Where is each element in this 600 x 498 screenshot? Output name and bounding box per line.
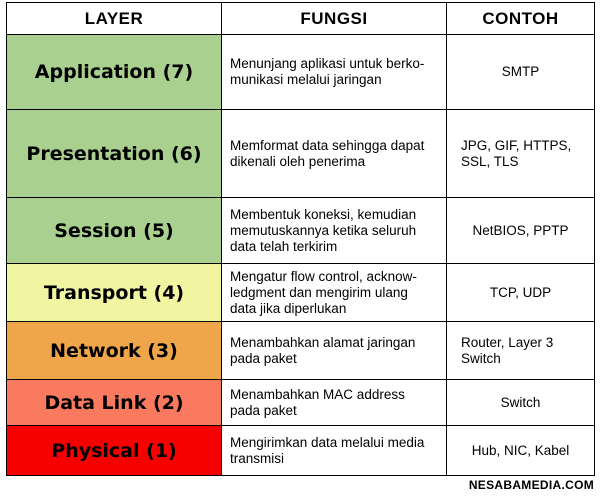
layer-name: Transport (4) bbox=[7, 264, 222, 322]
layer-example: SMTP bbox=[447, 35, 595, 110]
osi-layer-table bbox=[6, 2, 595, 476]
layer-name: Application (7) bbox=[7, 35, 222, 110]
layer-name: Physical (1) bbox=[7, 426, 222, 476]
layer-function: Menambahkan MAC address pada paket bbox=[222, 380, 447, 426]
table-row bbox=[7, 380, 595, 426]
table-row bbox=[7, 322, 595, 380]
layer-example: Switch bbox=[447, 380, 595, 426]
header-contoh: CONTOH bbox=[447, 3, 595, 35]
table-row bbox=[7, 110, 595, 198]
layer-example: Hub, NIC, Kabel bbox=[447, 426, 595, 476]
layer-name: Presentation (6) bbox=[7, 110, 222, 198]
table-row bbox=[7, 426, 595, 476]
header-fungsi: FUNGSI bbox=[222, 3, 447, 35]
table-row bbox=[7, 35, 595, 110]
header-layer: LAYER bbox=[7, 3, 222, 35]
layer-function: Membentuk koneksi, kemudian memutuskannya ketika seluruh data telah terkirim bbox=[222, 198, 447, 264]
table-row bbox=[7, 198, 595, 264]
layer-function: Menambahkan alamat jaringan pada paket bbox=[222, 322, 447, 380]
layer-example: NetBIOS, PPTP bbox=[447, 198, 595, 264]
header-row bbox=[7, 3, 595, 35]
layer-example: TCP, UDP bbox=[447, 264, 595, 322]
layer-name: Session (5) bbox=[7, 198, 222, 264]
layer-name: Data Link (2) bbox=[7, 380, 222, 426]
watermark: NESABAMEDIA.COM bbox=[468, 478, 594, 492]
layer-example: JPG, GIF, HTTPS, SSL, TLS bbox=[447, 110, 595, 198]
layer-function: Menunjang aplikasi untuk berko- munikasi melalui jaringan bbox=[222, 35, 447, 110]
table-row bbox=[7, 264, 595, 322]
layer-function: Memformat data sehingga dapat dikenali oleh penerima bbox=[222, 110, 447, 198]
layer-example: Router, Layer 3 Switch bbox=[447, 322, 595, 380]
layer-name: Network (3) bbox=[7, 322, 222, 380]
layer-function: Mengatur flow control, acknow- ledgment dan mengirim ulang data jika diperlukan bbox=[222, 264, 447, 322]
layer-function: Mengirimkan data melalui media transmisi bbox=[222, 426, 447, 476]
